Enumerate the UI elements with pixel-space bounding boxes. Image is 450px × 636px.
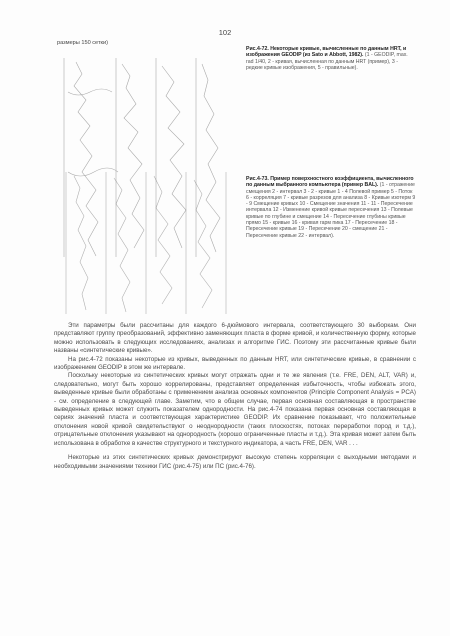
body-paragraph-4: Некоторые из этих синтетических кривых демонстрируют высокую степень корреляции с выходными методами и необходимыми значениями техники ГИС (рис.4-75) или ПС (рис.4-76). [54,454,416,470]
figure-72-caption [246,46,416,71]
figure-73-caption-title: Рис.4-73. Пример поверхностного коэффициента, вычисленного по данным выбранного компьютера (пример BAL). [246,176,414,189]
figure-73-image [56,168,241,318]
body-paragraph-1: Эти параметры были рассчитаны для каждого 6-дюймового интервала, соответствующего 30 выборкам. Они представляют группу преобразований, эффективно заменяющих пласта в форме кривой, и количественную форму, которые можно использовать в следующих исследованиях, анализах и алгоритме ГИС. Поэтому эти рассчитанные кривые были названы «синтетические кривые». [54,322,416,355]
figure-73-caption [246,176,416,239]
body-paragraph-3: Поскольку некоторые из синтетических кривых могут отражать одни и те же явления (т.е. FRE, DEN, ALT, VAR) и, следовательно, могут быть хорошо коррелированы, представляет определенная избыточность, чтобы избежать этого, выведенные кривые были обработаны с применением анализа основных компонентов (Principle Component Analysis = PCA) - см. определение в следующей главе. Заметим, что в общем случае, первая основная составляющая в пространстве выведенных кривых может служить показателем однородности. На рис.4-74 показана первая основная составляющая в сериях значений пласта и соответствующая характеристике GEODIP. Их сравнение показывает, что положительные отклонения новой кривой свидетельствуют о неоднородности (таких плоскостях, потоках переработки пород и т.д.), отрицательные отклонения указывают на однородность (хорошо ограниченные пласты и т.д.). Эта кривая может затем быть использована в обработке в качестве структурного и текстурного индикатора, а часть FRE, DEN, VAR . . . [54,372,416,447]
figure-73-caption-body: (1 - отражение смещения 2 - интервал 3 - 2 - кривые 1 - 4 Полевой пример 5 - Поток 6 - корреляция 7 - кривые разрезов для анализа 8 - Кривые изотерм 9 - 9 Смещение кривых 10 - Смещение значения 11 - 11 - Пересечение интервала 12 - Изменение кривой кривые пересечения 13 - Полевые кривые по глубине и смещение 14 - Пересечение глубины кривые прямо 15 - кривые 16 - кривая гарм пика 17 - Пересечение 18 - Пересечение кривые 19 - Пересечение 20 - смещение 21 - Пересечение кривые 22 - интервал). [246,182,416,239]
body-text [54,322,416,471]
page-number: 102 [218,28,232,37]
figure-72-caption-body: (1 - GEODIP, max. rad 1/40, 2 - кривая, вычисленная по данным HRT (пример), 3 - редкие кривые изображения, 5 - правильные). [246,52,408,71]
figure-72-caption-title: Рис.4-72. Некоторые кривые, вычисленные по данным HRT, и изображения GEODIP (из Sato и Abbott, 1982). [246,46,407,59]
body-paragraph-2: На рис.4-72 показаны некоторые из кривых, выведенных по данным HRT, или синтетические кривые, в сравнении с изображением GEODIP в этом же интервале. [54,355,416,372]
header-fragment: размеры 150 сетки) [57,40,108,46]
